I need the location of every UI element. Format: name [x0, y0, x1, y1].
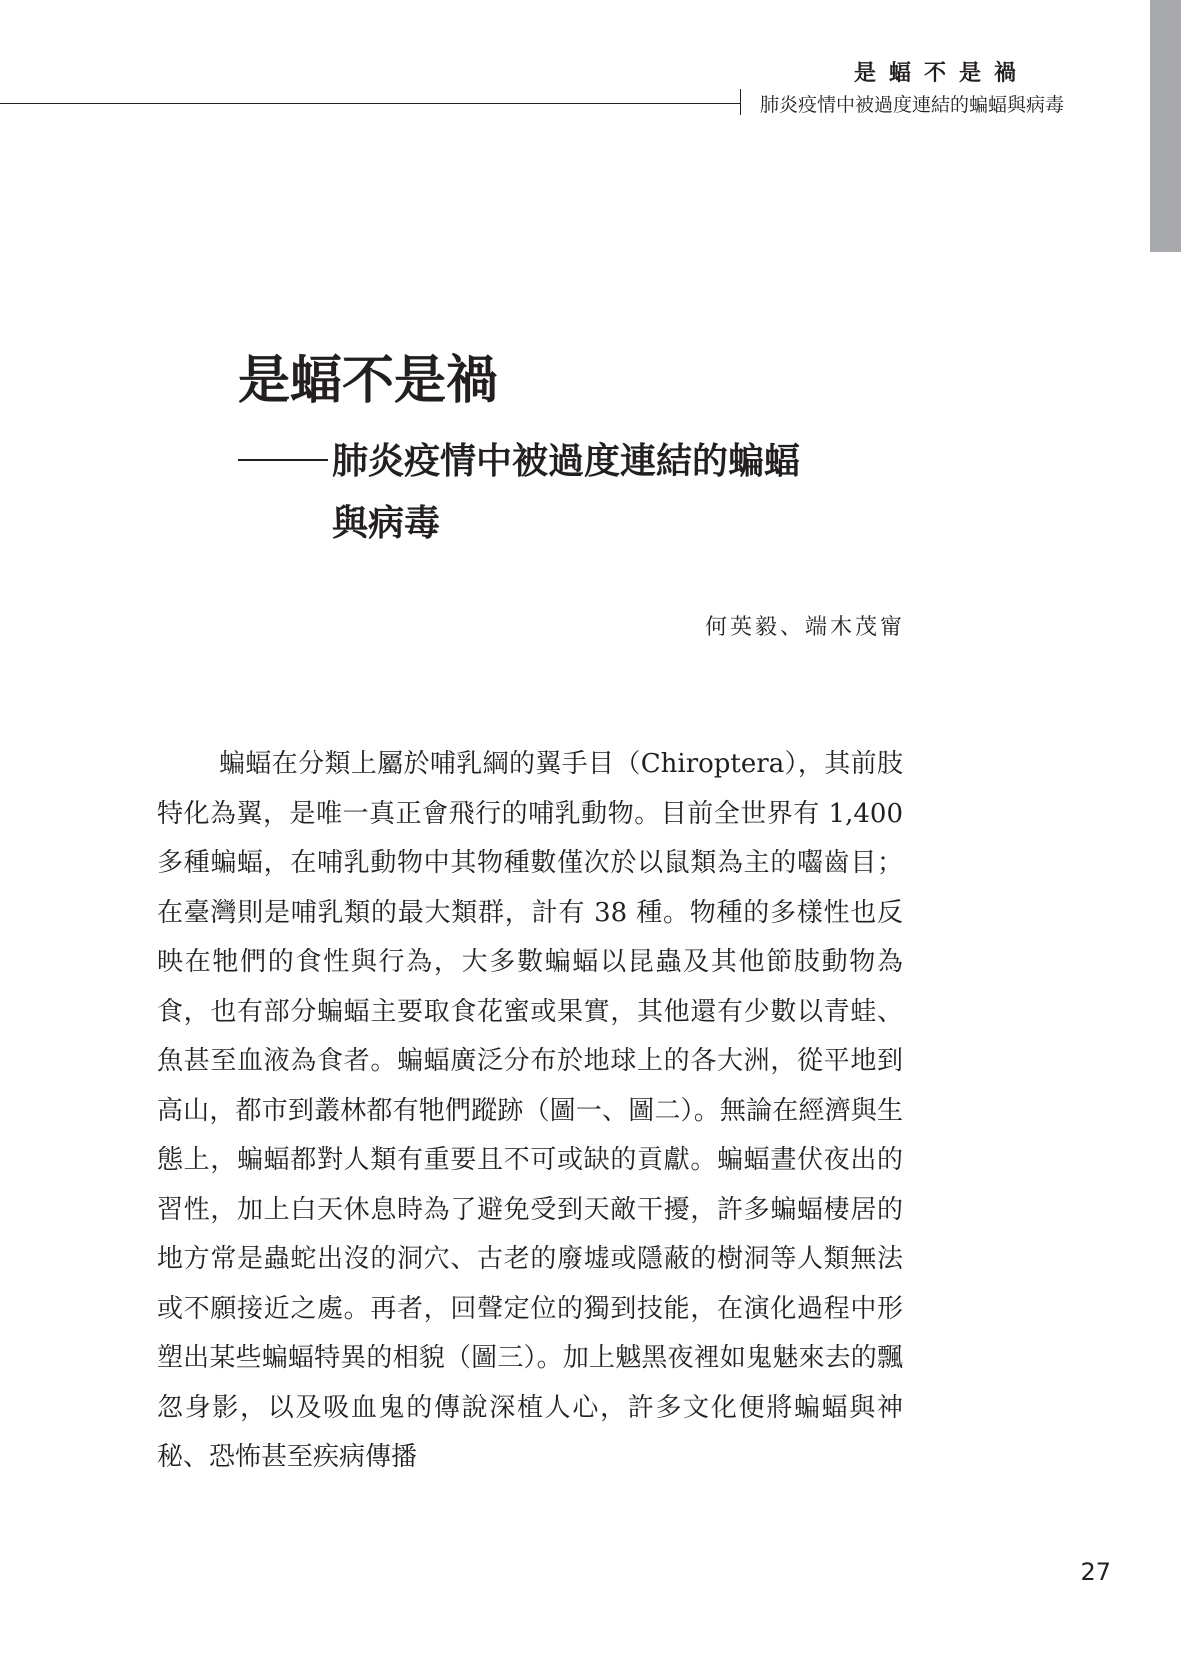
page-number: 27 [1080, 1558, 1111, 1586]
subtitle-dash [238, 459, 328, 461]
running-header-title: 是蝠不是禍 [853, 61, 1029, 86]
chapter-thumb-tab [1150, 0, 1181, 252]
header-rule [0, 103, 740, 104]
author-byline: 何英毅、端木茂甯 [704, 615, 905, 640]
article-title: 是蝠不是禍 [238, 350, 499, 411]
subtitle-line-2: 與病毒 [332, 502, 441, 544]
subtitle-line-1: 肺炎疫情中被過度連結的蝙蝠 [332, 440, 801, 482]
body-paragraph: 蝙蝠在分類上屬於哺乳綱的翼手目（Chiroptera），其前肢特化為翼，是唯一真正會飛行的哺乳動物。目前全世界有 1,400 多種蝙蝠，在哺乳動物中其物種數僅次於以鼠類為主的囓齒目；在臺灣則是哺乳類的最大類群，計有 38 種。物種的多樣性也反映在牠們的食性與行為，大多數蝙蝠以昆蟲及其他節肢動物為食，也有部分蝙蝠主要取食花蜜或果實，其他還有少數以青蛙、魚甚至血液為食者。蝙蝠廣泛分布於地球上的各大洲，從平地到高山，都市到叢林都有牠們蹤跡（圖一、圖二）。無論在經濟與生態上，蝙蝠都對人類有重要且不可或缺的貢獻。蝙蝠晝伏夜出的習性，加上白天休息時為了避免受到天敵干擾，許多蝙蝠棲居的地方常是蟲蛇出沒的洞穴、古老的廢墟或隱蔽的樹洞等人類無法或不願接近之處。再者，回聲定位的獨到技能，在演化過程中形塑出某些蝙蝠特異的相貌（圖三）。加上魆黑夜裡如鬼魅來去的飄忽身影，以及吸血鬼的傳說深植人心，許多文化便將蝙蝠與神秘、恐怖甚至疾病傳播 [157, 749, 903, 1472]
running-header-subtitle: 肺炎疫情中被過度連結的蝙蝠與病毒 [760, 94, 1065, 116]
article-subtitle [238, 432, 918, 552]
header-divider-tick [740, 89, 741, 115]
